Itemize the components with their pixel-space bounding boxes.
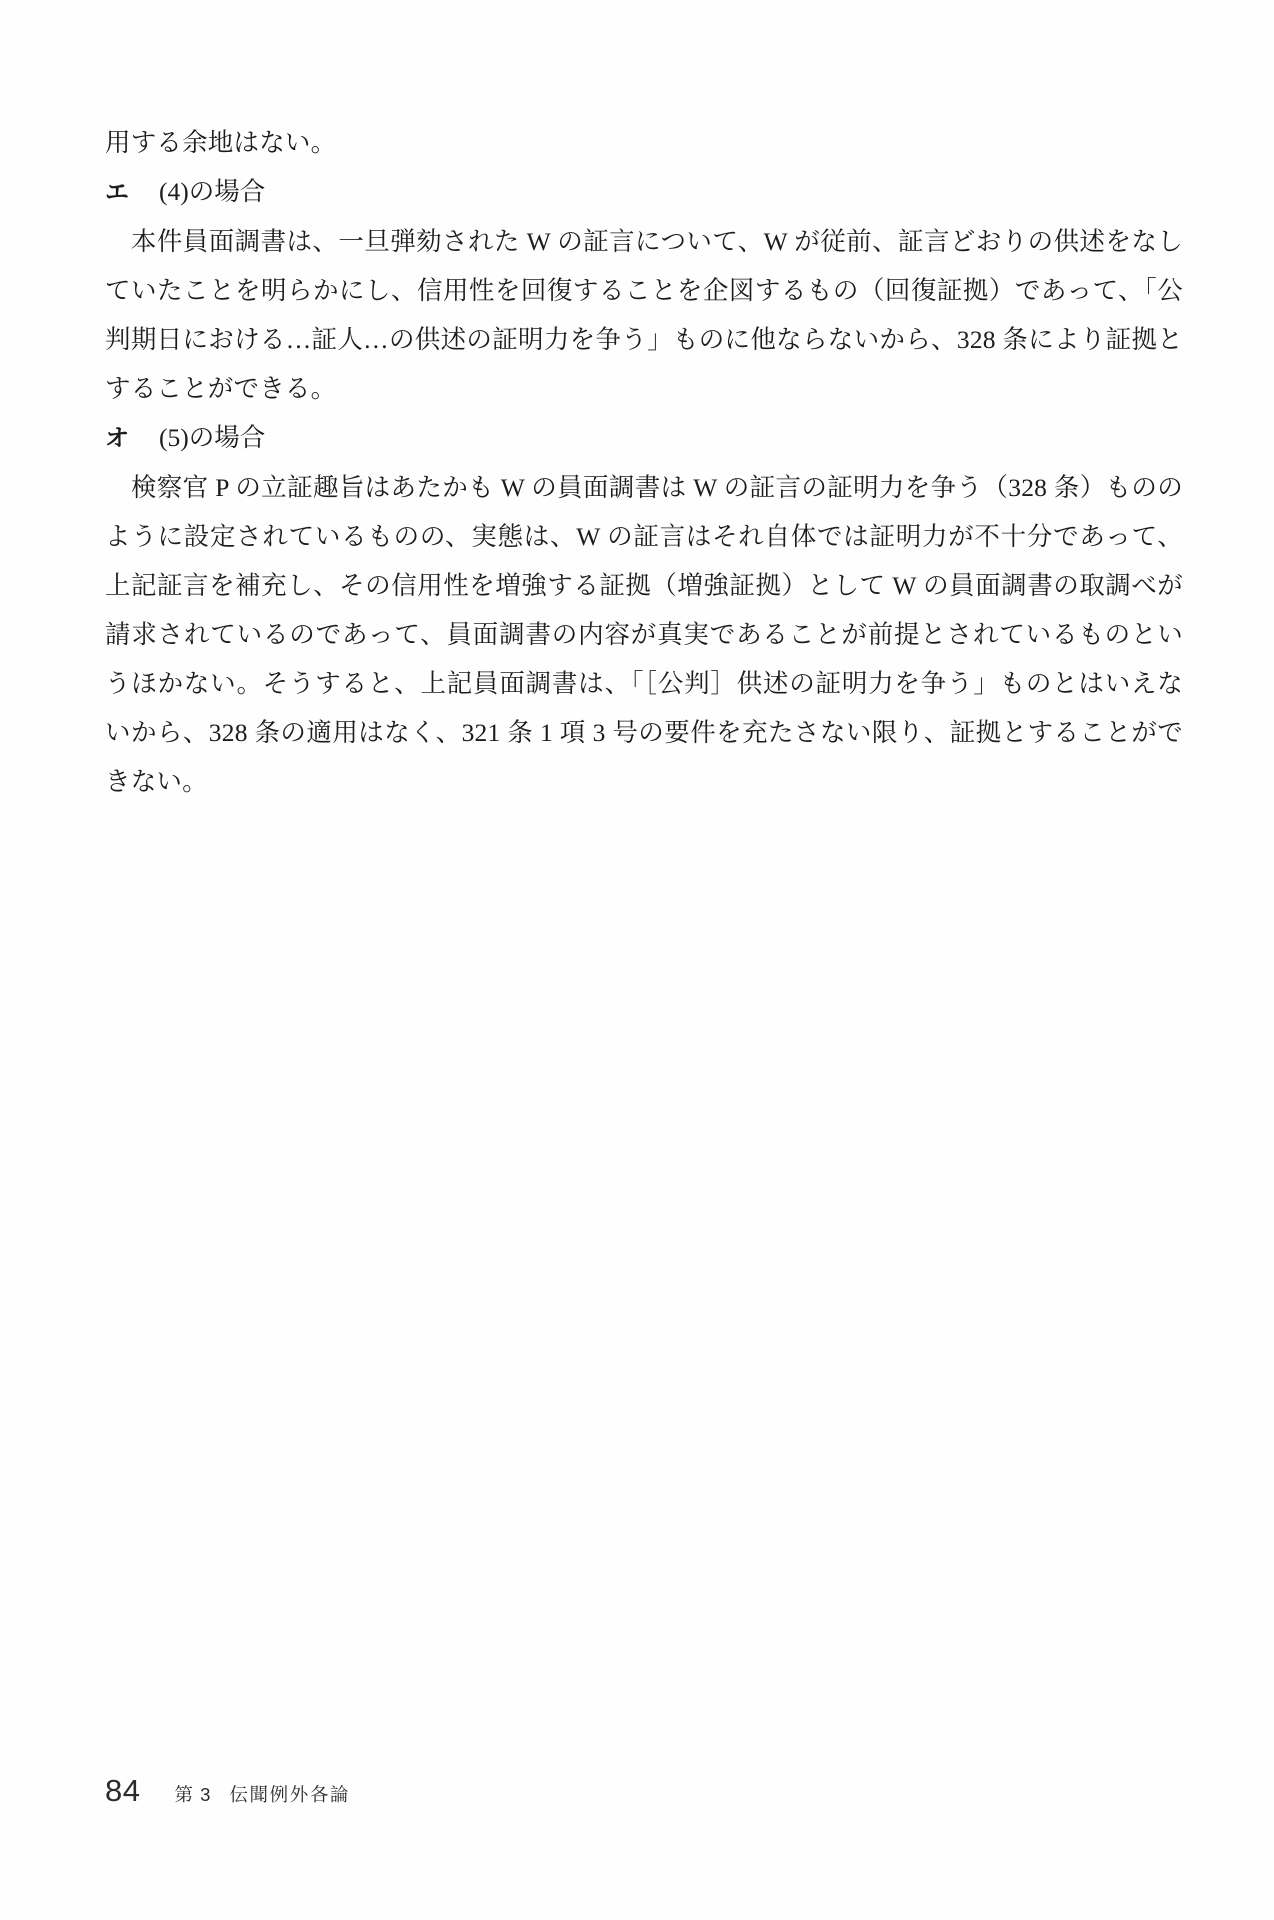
heading-item-e xyxy=(105,167,1183,217)
footer-section-number: 第 3 xyxy=(174,1784,212,1805)
paragraph-case-5: 検察官 P の立証趣旨はあたかも W の員面調書は W の証言の証明力を争う（328 条）もののように設定されているものの、実態は、W の証言はそれ自体では証明力が不十分であって、上記証言を補充し、その信用性を増強する証拠（増強証拠）として W の員面調書の取調べが請求されているのであって、員面調書の内容が真実であることが前提とされているものというほかない。そうすると、上記員面調書は、「［公判］供述の証明力を争う」ものとはいえないから、328 条の適用はなく、321 条 1 項 3 号の要件を充たさない限り、証拠とすることができない。 xyxy=(105,473,1183,796)
footer-section-title: 伝聞例外各論 xyxy=(229,1784,351,1805)
page-number: 84 xyxy=(105,1773,141,1808)
heading-marker-e: エ xyxy=(105,178,129,206)
paragraph-case-4: 本件員面調書は、一旦弾劾された W の証言について、W が従前、証言どおりの供述をなしていたことを明らかにし、信用性を回復することを企図するもの（回復証拠）であって、「公判期日における…証人…の供述の証明力を争う」ものに他ならないから、328 条により証拠とすることができる。 xyxy=(105,227,1183,403)
page-body xyxy=(105,118,1183,806)
heading-marker-o: オ xyxy=(105,424,129,452)
page-footer xyxy=(105,1773,1183,1809)
heading-item-o xyxy=(105,413,1183,463)
heading-text-o: (5)の場合 xyxy=(159,423,266,452)
paragraph-continuation: 用する余地はない。 xyxy=(105,128,337,157)
heading-text-e: (4)の場合 xyxy=(159,177,266,206)
